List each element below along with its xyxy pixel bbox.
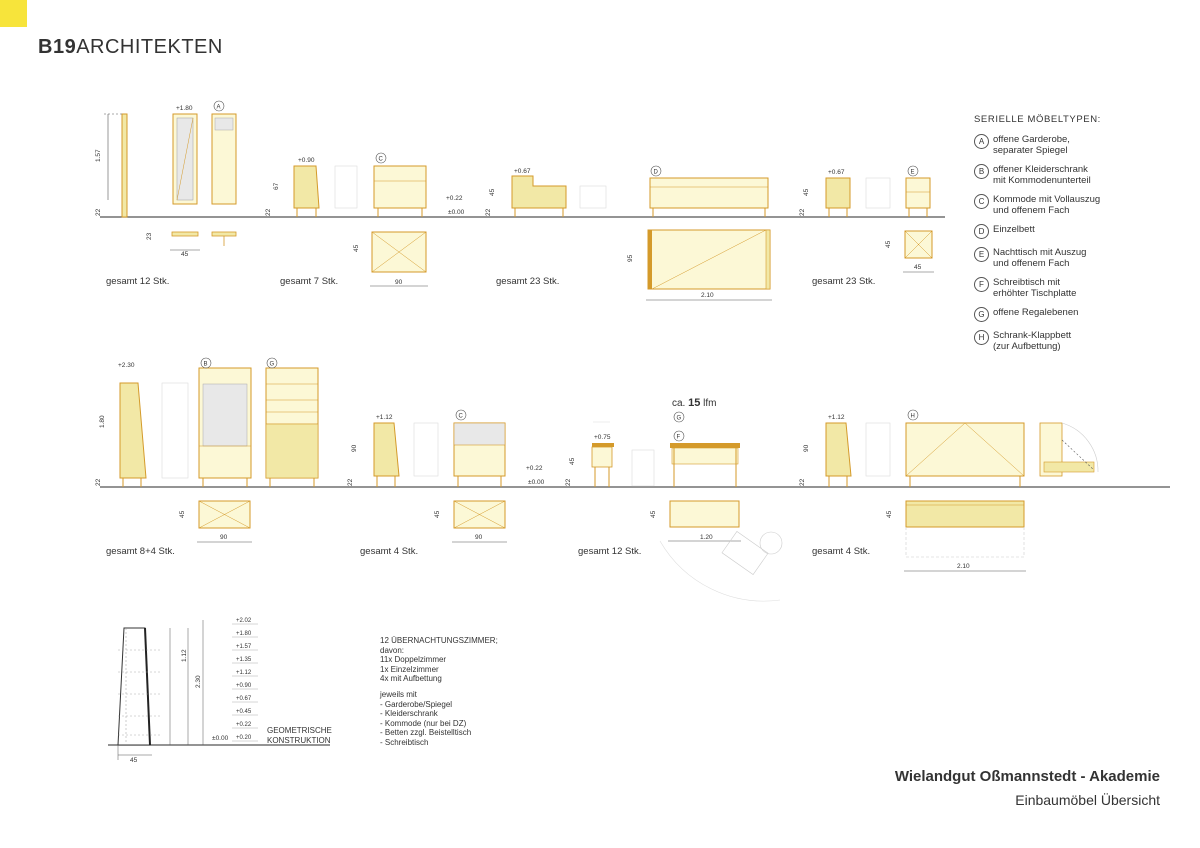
legend-item (974, 164, 1174, 186)
project-subtitle: Einbaumöbel Übersicht (1015, 792, 1160, 808)
geo-mid: 1.12 (181, 649, 188, 662)
c-height-label: 67 (273, 182, 280, 190)
legend-key-circle: E (974, 247, 989, 262)
c2-plan-width: 90 (475, 534, 483, 541)
mid-level-2: ±0.00 (448, 209, 465, 216)
a-base-label: 22 (95, 208, 102, 216)
mid2-level-1: +0.22 (526, 465, 543, 472)
e-plan-width: 45 (914, 264, 922, 271)
f-base-label: 22 (565, 478, 572, 486)
tag-f: F (676, 434, 681, 441)
f-level-label: +0.75 (594, 434, 611, 441)
h-base-label: 22 (799, 478, 806, 486)
f-plan-width: 1.20 (700, 534, 713, 541)
c-base-label: 22 (265, 208, 272, 216)
a-level-label: +1.80 (176, 105, 193, 112)
geo-level-label: +0.45 (236, 709, 252, 715)
b-base-label: 22 (95, 478, 102, 486)
b-height-label: 1.80 (99, 415, 106, 428)
project-title: Wielandgut Oßmannstedt - Akademie (894, 768, 1160, 785)
b-plan-width: 90 (220, 534, 228, 541)
geo-width: 45 (130, 757, 138, 764)
h-level-label: +1.12 (828, 414, 845, 421)
c-plan-width: 90 (395, 279, 403, 286)
count-a: gesamt 12 Stk. (106, 276, 170, 287)
furniture-d-plan (646, 230, 772, 300)
legend-item-text: offene Regalebenen (993, 307, 1079, 318)
tag-d: D (653, 169, 658, 176)
tag-c2: C (458, 413, 463, 420)
legend-key-circle: F (974, 277, 989, 292)
furniture-e-elevation (826, 178, 930, 217)
d-plan-width: 2.10 (701, 292, 714, 299)
legend-key-circle: G (974, 307, 989, 322)
legend-item (974, 277, 1174, 299)
d-height-label: 45 (489, 188, 496, 196)
a-plan-depth: 23 (146, 232, 153, 240)
legend-item-text: Einzelbett (993, 224, 1035, 235)
furniture-f-elevation (592, 422, 740, 487)
d-plan-depth: 95 (627, 254, 634, 262)
c-plan-depth: 45 (353, 244, 360, 252)
h-height-label: 90 (803, 444, 810, 452)
b-plan-depth: 45 (179, 510, 186, 518)
c2-level-label: +1.12 (376, 414, 393, 421)
count-c2: gesamt 4 Stk. (360, 546, 419, 557)
legend-key-circle: B (974, 164, 989, 179)
tag-c: C (378, 156, 383, 163)
legend-item (974, 307, 1174, 322)
legend-key-circle: C (974, 194, 989, 209)
furniture-f-plan (660, 501, 782, 601)
f-height-label: 45 (569, 457, 576, 465)
logo: B19ARCHITEKTEN (38, 36, 223, 58)
e-base-label: 22 (799, 208, 806, 216)
furniture-c2-elevation (374, 423, 505, 487)
furniture-a-elevation (104, 114, 236, 217)
legend-item (974, 224, 1174, 239)
d-base-label: 22 (485, 208, 492, 216)
tag-e: E (910, 169, 915, 176)
geo-level-label: +0.90 (236, 683, 252, 689)
h-plan-depth: 45 (886, 510, 893, 518)
f-plan-depth: 45 (650, 510, 657, 518)
a-plan-width: 45 (181, 251, 189, 258)
a-height-label: 1.57 (95, 149, 102, 162)
e-height-label: 45 (803, 188, 810, 196)
geo-level-label: +2.02 (236, 618, 252, 624)
count-h: gesamt 4 Stk. (812, 546, 871, 557)
furniture-c-plan (370, 232, 428, 286)
geo-level-label: +1.80 (236, 631, 252, 637)
geo-level-label: +0.20 (236, 735, 252, 741)
furniture-a-plan (170, 232, 236, 250)
legend-item-text: Nachttisch mit Auszug und offenem Fach (993, 247, 1087, 269)
equipment-note: jeweils mit - Garderobe/Spiegel - Kleiderschrank - Kommode (nur bei DZ) - Betten zzgl. Beistelltisch - Schreibtisch (380, 690, 472, 747)
tag-a: A (216, 104, 221, 111)
linear-meter-label: ca. 15 lfm (672, 397, 717, 409)
count-b: gesamt 8+4 Stk. (106, 546, 175, 557)
furniture-b-elevation (120, 368, 318, 487)
geo-total: 2.30 (195, 675, 202, 688)
tag-b: B (203, 361, 208, 368)
legend-item (974, 134, 1174, 156)
legend-item-text: offener Kleiderschrank mit Kommodenunterteil (993, 164, 1091, 186)
e-level-label: +0.67 (828, 169, 845, 176)
legend-item-text: Kommode mit Vollauszug und offenem Fach (993, 194, 1101, 216)
legend-key-circle: D (974, 224, 989, 239)
furniture-d-elevation (512, 176, 768, 217)
geo-level-label: +1.12 (236, 670, 252, 676)
legend-item (974, 194, 1174, 216)
geo-label: GEOMETRISCHE KONSTRUKTION (267, 726, 332, 745)
tag-g2: G (676, 415, 682, 422)
geo-level-labels (232, 618, 258, 741)
count-f: gesamt 12 Stk. (578, 546, 642, 557)
geo-level-label: +1.57 (236, 644, 252, 650)
legend-item (974, 247, 1174, 269)
d-level-label: +0.67 (514, 168, 531, 175)
legend-title: SERIELLE MÖBELTYPEN: (974, 114, 1101, 125)
tag-g: G (269, 361, 275, 368)
e-plan-depth: 45 (885, 240, 892, 248)
furniture-h-elevation (826, 423, 1098, 487)
legend-item-text: offene Garderobe, separater Spiegel (993, 134, 1070, 156)
furniture-c-elevation (294, 166, 426, 217)
c2-base-label: 22 (347, 478, 354, 486)
c2-plan-depth: 45 (434, 510, 441, 518)
legend-item (974, 330, 1174, 352)
count-d: gesamt 23 Stk. (496, 276, 560, 287)
count-e: gesamt 23 Stk. (812, 276, 876, 287)
legend-key-circle: A (974, 134, 989, 149)
mid-level-1: +0.22 (446, 195, 463, 202)
mid2-level-2: ±0.00 (528, 479, 545, 486)
geo-zero: ±0.00 (212, 735, 229, 742)
legend-key-circle: H (974, 330, 989, 345)
legend-item-text: Schreibtisch mit erhöhter Tischplatte (993, 277, 1077, 299)
geo-level-label: +0.67 (236, 696, 252, 702)
rooms-note: 12 ÜBERNACHTUNGSZIMMER; davon: 11x Doppelzimmer 1x Einzelzimmer 4x mit Aufbettung (380, 636, 498, 683)
tag-h: H (910, 413, 915, 420)
c-level-label: +0.90 (298, 157, 315, 164)
furniture-h-plan (904, 501, 1026, 571)
legend (974, 114, 1174, 360)
geo-level-label: +0.22 (236, 722, 252, 728)
count-c: gesamt 7 Stk. (280, 276, 339, 287)
legend-item-text: Schrank-Klappbett (zur Aufbettung) (993, 330, 1072, 352)
geo-level-label: +1.35 (236, 657, 252, 663)
h-plan-width: 2.10 (957, 563, 970, 570)
b-level-label: +2.30 (118, 362, 135, 369)
c2-height-label: 90 (351, 444, 358, 452)
